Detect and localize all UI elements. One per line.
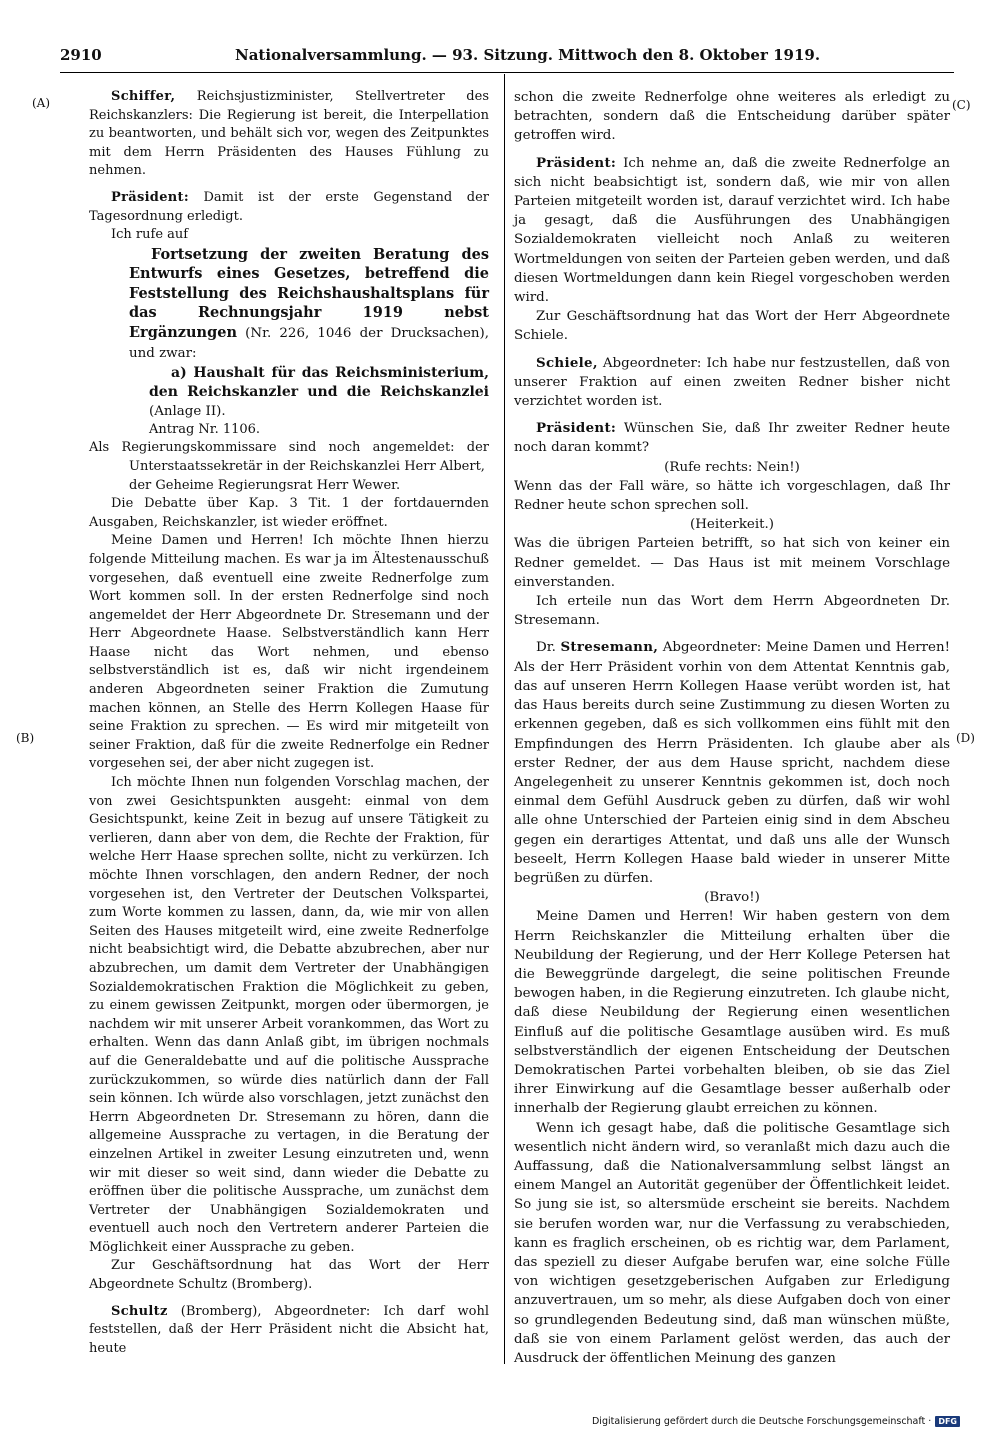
speech-text: Reichsjustizminister, Stellvertreter des Reichskanzlers: Die Regierung ist bereit, die Interpellation zu beantworten, und behält sich vor, wegen des Zeitpunktes mit dem Herrn Präsidenten des Hauses Fühlung zu nehmen. — [89, 89, 489, 179]
speech-text: Damit ist der erste Gegenstand der Tagesordnung erledigt. — [89, 189, 489, 224]
speaker-name: Präsident: — [536, 154, 617, 171]
paragraph: Meine Damen und Herren! Wir haben gestern von dem Herrn Reichskanzler die Mitteilung erhalten über die Neubildung der Regierung, und der Herr Kollege Petersen hat die Beweggründe dargelegt, die seine politischen Freunde bewogen haben, in die Regierung einzutreten. Ich glaube nicht, daß diese Neubildung der Regierung einen wesentlichen Einfluß auf die politische Gesamtlage ausüben wird. Es muß selbstverständlich der eigenen Entscheidung der Deutschen Demokratischen Partei vorbehalten bleiben, ob sie das Ziel ihrer Einwirkung auf die Gesamtlage besser außerhalb oder innerhalb der Regierung glaubt erreichen zu können. — [514, 909, 950, 1117]
paragraph — [514, 154, 950, 308]
paragraph: Ich erteile nun das Wort dem Herrn Abgeordneten Dr. Stresemann. — [514, 594, 950, 629]
page-number: 2910 — [60, 46, 102, 64]
page-footer — [592, 1416, 960, 1427]
margin-marker-b: (B) — [16, 731, 35, 745]
paragraph: schon die zweite Rednerfolge ohne weiteres als erledigt zu betrachten, sondern daß die Entscheidung darüber später getroffen wird. — [514, 90, 950, 144]
right-column — [514, 88, 950, 1368]
paragraph: Meine Damen und Herren! Ich möchte Ihnen hierzu folgende Mitteilung machen. Es war ja im Ältestenausschuß vorgesehen, daß eventuell eine zweite Rednerfolge zum Wort kommen soll. In der ersten Rednerfolge sind noch angemeldet der Herr Abgeordnete Dr. Stresemann und der Herr Abgeordnete Haase. Selbstverständlich kann Herr Haase nicht das Wort nehmen, und ebenso selbstverständlich ist es, daß wir nicht irgendeinem anderen Abgeordneten seiner Fraktion die Zumutung machen können, an Stelle des Herrn Kollegen Haase für seine Fraktion zu sprechen. — Es wird mir mitgeteilt von seiner Fraktion, daß für die zweite Rednerfolge ein Redner vorgesehen sei, der aber nicht zugegen ist. — [89, 533, 489, 772]
margin-marker-d: (D) — [956, 731, 975, 745]
paragraph: Zur Geschäftsordnung hat das Wort der Herr Abgeordnete Schiele. — [514, 309, 950, 344]
speaker-name: Präsident: — [111, 189, 189, 205]
footer-credit: Digitalisierung gefördert durch die Deutsche Forschungsgemeinschaft · — [591, 1416, 932, 1427]
speaker-name: Präsident: — [536, 420, 617, 437]
speaker-name: Schiele, — [536, 354, 598, 371]
interjection: (Bravo!) — [704, 890, 760, 906]
paragraph: Wenn ich gesagt habe, daß die politische Gesamtlage sich wesentlich nicht ändern wird, so veranlaßt mich dazu auch die Auffassung, daß die Nationalversammlung selbst längst an einem Mangel an Autorität gegenüber der Öffentlichkeit leidet. So jung sie ist, so altersmüde erscheint sie bereits. Nachdem sie berufen worden war, nur die Verfassung zu verabschieden, kann es fraglich erscheinen, ob es richtig war, dem Parlament, das speziell zu dieser Aufgabe berufen war, eine solche Fülle von wichtigen gesetzgeberischen Aufgaben zur Erledigung anzuvertrauen, um so mehr, als diese Aufgaben doch von einer so grundlegenden Bedeutung sind, daß man wünschen müßte, daß sie von einem Parlament gelöst werden, das auch der Ausdruck der öffentlichen Meinung des ganzen — [514, 1120, 950, 1366]
agenda-subitem: a) Haushalt für das Reichsministerium, den Reichskanzler und die Reichskanzlei (Anlage II). — [149, 364, 489, 419]
paragraph: der Geheime Regierungsrat Herr Wewer. — [129, 477, 401, 493]
interjection: (Rufe rechts: Nein!) — [664, 459, 800, 475]
left-column — [89, 88, 489, 1358]
speaker-name: Stresemann, — [560, 639, 659, 656]
paragraph — [89, 88, 489, 181]
paragraph: Wenn das der Fall wäre, so hätte ich vorgeschlagen, daß Ihr Redner heute schon sprechen soll. — [514, 478, 950, 514]
motion-reference: Antrag Nr. 1106. — [149, 421, 261, 437]
paragraph: Ich möchte Ihnen nun folgenden Vorschlag machen, der von zwei Gesichtspunkten ausgeht: einmal von dem Gesichtspunkt, keine Zeit in bezug auf unsere Tätigkeit zu verlieren, dann aber von dem, die Rechte der Fraktion, für welche Herr Haase sprechen sollte, nicht zu verkürzen. Ich möchte Ihnen vorschlagen, den andern Redner, der noch vorgesehen ist, den Vertreter der Deutschen Volkspartei, zum Worte kommen zu lassen, dann, da, wie mir von allen Seiten des Hauses mitgeteilt wird, eine zweite Rednerfolge nicht beabsichtigt wird, die Debatte abzubrechen, aber nur abzubrechen, um damit dem Vertreter der Unabhängigen Sozialdemokratischen Fraktion die Möglichkeit zu geben, zu einem gewissen Zeitpunkt, morgen oder übermorgen, je nachdem wir mit unserer Arbeit vorankommen, das Wort zu erhalten. Wenn das dann Anlaß gibt, im übrigen nochmals auf die Generaldebatte und auf die politische Aussprache zurückzukommen, so würde dies natürlich dann der Fall sein können. Ich würde also vorschlagen, jetzt zunächst den Herrn Abgeordneten Dr. Stresemann zu hören, dann die allgemeine Aussprache zu vertagen, in die Beratung der einzelnen Artikel in zweiter Lesung einzutreten und, wenn wir mit dieser so weit sind, dann wieder die Debatte zu eröffnen über die politische Aussprache, um zunächst dem Vertreter der Unabhängigen Sozialdemokraten und eventuell auch noch den Vertretern anderer Parteien die Möglichkeit einer Aussprache zu geben. — [89, 775, 489, 1255]
speech-text: Abgeordneter: Meine Damen und Herren! Als der Herr Präsident vorhin von dem Attentat Kenntnis gab, das auf unseren Herrn Kollegen Haase verübt worden ist, hat das Haus bereits durch seine Zustimmung zu diesen Worten zu erkennen gegeben, daß es sich vollkommen eins fühlt mit den Empfindungen des Herrn Präsidenten. Ich glaube aber als erster Redner, der aus dem Hause spricht, nachdem diese Angelegenheit zu unserer Kenntnis gekommen ist, doch noch einmal dem Gefühl Ausdruck geben zu dürfen, daß wir wohl alle ohne Unterschied der Parteien einig sind in dem Abscheu gegen ein derartiges Attentat, und daß uns alle der Wunsch beseelt, Herrn Kollegen Haase bald wieder in unserer Mitte begrüßen zu dürfen. — [514, 640, 950, 886]
speech-text: Wünschen Sie, daß Ihr zweiter Redner heute noch daran kommt? — [514, 421, 950, 456]
paragraph — [89, 1303, 489, 1359]
dfg-logo-icon: DFG — [935, 1416, 960, 1427]
paragraph: Ich rufe auf — [111, 227, 189, 243]
paragraph — [514, 354, 950, 412]
column-divider — [504, 74, 505, 1364]
speaker-name: Schiffer, — [111, 89, 176, 104]
paragraph: Dr. Stresemann, Abgeordneter: Meine Damen und Herren! Als der Herr Präsident vorhin von dem Attentat Kenntnis gab, das auf unseren Herrn Kollegen Haase verübt worden ist, hat das Haus bereits durch seine Zustimmung zu diesen Worten zu erkennen gegeben, daß es sich vollkommen eins fühlt mit den Empfindungen des Herrn Präsidenten. Ich glaube aber als erster Redner, der aus dem Hause spricht, nachdem diese Angelegenheit zu unserer Kenntnis gekommen ist, doch noch einmal dem Gefühl Ausdruck geben zu dürfen, daß wir wohl alle ohne Unterschied der Parteien einig sind in dem Abscheu gegen ein derartiges Attentat, und daß uns alle der Wunsch beseelt, Herrn Kollegen Haase bald wieder in unserer Mitte begrüßen zu dürfen. — [514, 639, 950, 886]
page-header — [60, 46, 954, 70]
speaker-name: Schultz — [111, 1303, 168, 1319]
paragraph: Was die übrigen Parteien betrifft, so hat sich von keiner ein Redner gemeldet. — Das Haus ist mit meinem Vorschlage einverstanden. — [514, 536, 950, 590]
margin-marker-a: (A) — [32, 96, 51, 110]
paragraph — [89, 189, 489, 226]
header-rule — [60, 72, 954, 73]
speech-text: (Bromberg), Abgeordneter: Ich darf wohl feststellen, daß der Herr Präsident nicht die Absicht hat, heute — [89, 1303, 489, 1356]
margin-marker-c: (C) — [952, 98, 971, 112]
paragraph: Die Debatte über Kap. 3 Tit. 1 der fortdauernden Ausgaben, Reichskanzler, ist wieder eröffnet. — [89, 496, 489, 530]
paragraph — [514, 419, 950, 457]
paragraph: Zur Geschäftsordnung hat das Wort der Herr Abgeordnete Schultz (Bromberg). — [89, 1258, 489, 1293]
speech-text: Ich nehme an, daß die zweite Rednerfolge an sich nicht beabsichtigt ist, sondern daß, wie mir von allen Parteien mitgeteilt worden ist, darauf verzichtet wird. Ich habe ja gesagt, daß die Ausführungen des Unabhängigen Sozialdemokraten vielleicht noch Anlaß zu weiteren Wortmeldungen von seiten der Parteien geben werden, und daß diesen Wortmeldungen dann kein Riegel vorgeschoben werden wird. — [514, 155, 950, 306]
agenda-heading: Fortsetzung der zweiten Beratung des Entwurfs eines Gesetzes, betreffend die Feststellung des Reichshaushaltsplans für das Rechnungsjahr 1919 nebst Ergänzungen (Nr. 226, 1046 der Drucksachen), und zwar: — [129, 245, 489, 362]
speech-text: Abgeordneter: Ich habe nur festzustellen, daß von unserer Fraktion auf einen zweiten Redner bisher nicht verzichtet worden ist. — [514, 355, 950, 410]
paragraph: Als Regierungskommissare sind noch angemeldet: der Unterstaatssekretär in der Reichskanzlei Herr Albert, — [89, 440, 489, 474]
page-title: Nationalversammlung. — 93. Sitzung. Mittwoch den 8. Oktober 1919. — [235, 46, 821, 64]
interjection: (Heiterkeit.) — [690, 517, 774, 533]
